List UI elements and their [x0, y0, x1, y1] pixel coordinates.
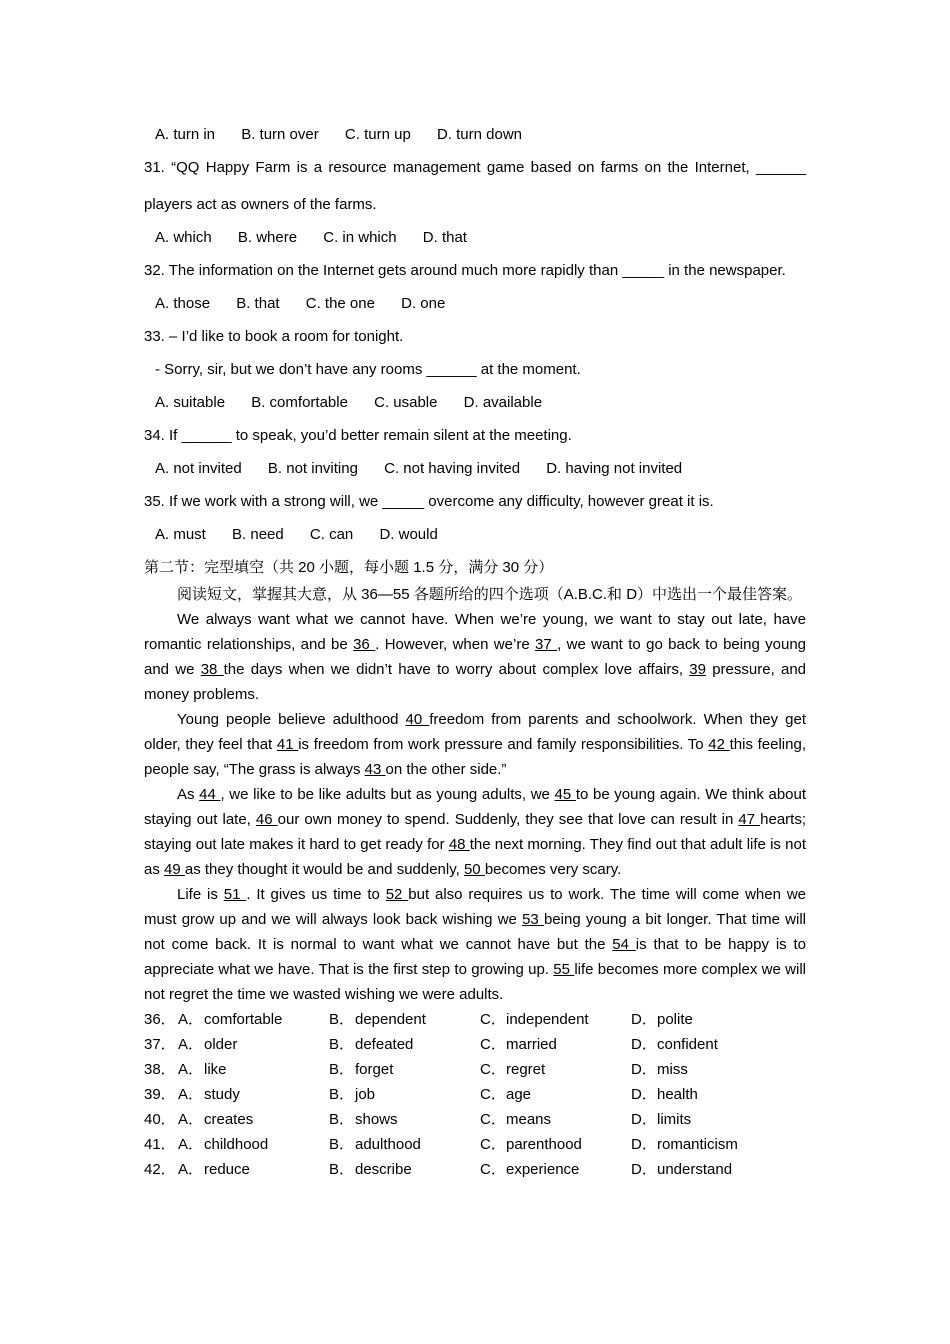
blank-50: 50	[463, 861, 485, 878]
blank-49: 49	[164, 861, 185, 878]
option: A. must	[155, 526, 206, 543]
option-b: job	[355, 1086, 376, 1103]
option-d: confident	[657, 1036, 718, 1053]
blank-39: 39	[689, 661, 706, 678]
option-letter: A．	[178, 1061, 204, 1078]
option-c: means	[506, 1111, 552, 1128]
option-c: independent	[506, 1011, 589, 1028]
q31-stem-line1: 31. “QQ Happy Farm is a resource management game based on farms on the Internet, ______	[144, 159, 806, 176]
option: A. those	[155, 295, 211, 312]
passage-paragraph-2: Young people believe adulthood 40 freedom from parents and schoolwork. When they get older, they feel that 41 is freedom from work pressure and family responsibilities. To 42 this feeling, people say, “The grass is always 43 on the other side.”	[144, 711, 806, 778]
option-d: miss	[657, 1061, 688, 1078]
option: A. suitable	[155, 394, 226, 411]
option-letter: B．	[329, 1036, 355, 1053]
option-c: regret	[506, 1061, 546, 1078]
option-letter: A．	[178, 1086, 204, 1103]
option-b: adulthood	[355, 1136, 421, 1153]
option: C. turn up	[344, 126, 411, 143]
option-c: age	[506, 1086, 532, 1103]
q31-options	[144, 227, 806, 260]
passage-paragraph-4: Life is 51 . It gives us time to 52 but also requires us to work. The time will come when we must grow up and we will always look back wishing we 53 being young a bit longer. That time will not come back. It is normal to want what we cannot have but the 54 is that to be happy is to appreciate what we have. That is the first step to growing up. 55 life becomes more complex we will not regret the time we wasted wishing we were adults.	[144, 886, 807, 1003]
blank-54: 54	[612, 936, 636, 953]
option: B. that	[236, 295, 280, 312]
blank-48: 48	[448, 836, 470, 853]
blank-55: 55	[553, 961, 575, 978]
q31-stem-line2: players act as owners of the farms.	[144, 196, 377, 213]
option-b: defeated	[355, 1036, 414, 1053]
exam-content	[144, 124, 806, 1182]
option: C. usable	[374, 394, 438, 411]
choice-row	[144, 1107, 782, 1132]
option-b: forget	[355, 1061, 394, 1078]
blank-53: 53	[522, 911, 544, 928]
option-letter: D．	[631, 1086, 657, 1103]
question-number: 37．	[144, 1036, 176, 1053]
option-letter: C．	[480, 1061, 506, 1078]
passage-paragraph-1: We always want what we cannot have. When we’re young, we want to stay out late, have romantic relationships, and be 36 . However, when we’re 37 , we want to go back to being young and we 38 the days when we didn’t have to worry about complex love affairs, 39 pressure, and money problems.	[144, 611, 807, 703]
option: C. not having invited	[384, 460, 521, 477]
option-letter: C．	[480, 1011, 506, 1028]
answer-choices-table	[144, 1007, 782, 1182]
option-a: childhood	[204, 1136, 269, 1153]
option-c: experience	[506, 1161, 580, 1178]
option-letter: B．	[329, 1011, 355, 1028]
option-b: dependent	[355, 1011, 426, 1028]
question-number: 40．	[144, 1111, 176, 1128]
question-number: 36．	[144, 1011, 176, 1028]
section-instruction: 阅读短文，掌握其大意，从 36—55 各题所给的四个选项（A.B.C.和 D）中选出一个最佳答案。	[177, 586, 803, 603]
blank-51: 51	[223, 886, 247, 903]
option-letter: B．	[329, 1086, 355, 1103]
option-d: health	[657, 1086, 698, 1103]
option-letter: A．	[178, 1161, 204, 1178]
option-b: describe	[355, 1161, 412, 1178]
q33-stem-line1: 33. – I’d like to book a room for tonight.	[144, 328, 404, 345]
option-d: polite	[657, 1011, 693, 1028]
option: B. not inviting	[267, 460, 358, 477]
option-letter: D．	[631, 1061, 657, 1078]
blank-40: 40	[405, 711, 430, 728]
blank-45: 45	[554, 786, 576, 803]
q35-options	[144, 524, 806, 557]
blank-41: 41	[276, 736, 299, 753]
option-d: limits	[657, 1111, 692, 1128]
choice-row	[144, 1082, 782, 1107]
question-number: 38．	[144, 1061, 176, 1078]
option: D. having not invited	[546, 460, 683, 477]
option-b: shows	[355, 1111, 398, 1128]
option-letter: A．	[178, 1136, 204, 1153]
option-a: reduce	[204, 1161, 250, 1178]
option: B. where	[237, 229, 298, 246]
q34-stem: 34. If ______ to speak, you’d better remain silent at the meeting.	[144, 427, 572, 444]
blank-43: 43	[364, 761, 386, 778]
blank-37: 37	[535, 636, 558, 653]
option: B. need	[232, 526, 284, 543]
option-a: like	[204, 1061, 227, 1078]
option-letter: D．	[631, 1161, 657, 1178]
option-d: understand	[657, 1161, 733, 1178]
option-letter: B．	[329, 1161, 355, 1178]
question-number: 42．	[144, 1161, 176, 1178]
option: D. one	[401, 295, 446, 312]
option-letter: C．	[480, 1136, 506, 1153]
option-a: comfortable	[204, 1011, 283, 1028]
blank-44: 44	[199, 786, 221, 803]
option-letter: C．	[480, 1111, 506, 1128]
option-letter: D．	[631, 1111, 657, 1128]
blank-47: 47	[738, 811, 761, 828]
q33-options	[144, 392, 806, 425]
option-a: older	[204, 1036, 238, 1053]
question-number: 41．	[144, 1136, 176, 1153]
option-letter: C．	[480, 1086, 506, 1103]
choice-row	[144, 1032, 782, 1057]
option-letter: D．	[631, 1136, 657, 1153]
option-letter: A．	[178, 1036, 204, 1053]
option-c: married	[506, 1036, 557, 1053]
choice-row	[144, 1157, 782, 1182]
blank-52: 52	[385, 886, 409, 903]
q34-options	[144, 458, 806, 491]
option: A. turn in	[155, 126, 216, 143]
q35-stem: 35. If we work with a strong will, we _____ overcome any difficulty, however great it is.	[144, 493, 714, 510]
choice-row	[144, 1132, 782, 1157]
option-a: creates	[204, 1111, 254, 1128]
q30-options	[144, 124, 806, 157]
option: B. turn over	[241, 126, 319, 143]
option-letter: B．	[329, 1111, 355, 1128]
option-d: romanticism	[657, 1136, 738, 1153]
option-letter: A．	[178, 1011, 204, 1028]
option-c: parenthood	[506, 1136, 582, 1153]
option-letter: D．	[631, 1036, 657, 1053]
option: C. the one	[305, 295, 375, 312]
option: A. not invited	[155, 460, 242, 477]
q32-stem: 32. The information on the Internet gets around much more rapidly than _____ in the newspaper.	[144, 262, 786, 279]
option-a: study	[204, 1086, 240, 1103]
passage-paragraph-3: As 44 , we like to be like adults but as young adults, we 45 to be young again. We think about staying out late, 46 our own money to spend. Suddenly, they see that love can result in 47 hearts; staying out late makes it hard to get ready for 48 the next morning. They find out that adult life is not as 49 as they thought it would be and suddenly, 50 becomes very scary.	[144, 786, 807, 878]
question-number: 39．	[144, 1086, 176, 1103]
blank-36: 36	[353, 636, 376, 653]
choice-row	[144, 1057, 782, 1082]
section-title: 第二节：完型填空（共 20 小题，每小题 1.5 分，满分 30 分）	[144, 559, 554, 576]
option: C. in which	[323, 229, 397, 246]
option: D. would	[379, 526, 438, 543]
option-letter: B．	[329, 1136, 355, 1153]
option-letter: A．	[178, 1111, 204, 1128]
choice-row	[144, 1007, 782, 1032]
blank-38: 38	[200, 661, 224, 678]
option: D. available	[463, 394, 543, 411]
option-letter: C．	[480, 1036, 506, 1053]
option: D. turn down	[436, 126, 523, 143]
option-letter: C．	[480, 1161, 506, 1178]
option-letter: D．	[631, 1011, 657, 1028]
option: B. comfortable	[251, 394, 348, 411]
q32-options	[144, 293, 806, 326]
q33-stem-line2: - Sorry, sir, but we don’t have any rooms ______ at the moment.	[155, 361, 581, 378]
option-letter: B．	[329, 1061, 355, 1078]
option: D. that	[422, 229, 467, 246]
blank-42: 42	[708, 736, 730, 753]
blank-46: 46	[255, 811, 278, 828]
option: A. which	[155, 229, 212, 246]
option: C. can	[309, 526, 354, 543]
